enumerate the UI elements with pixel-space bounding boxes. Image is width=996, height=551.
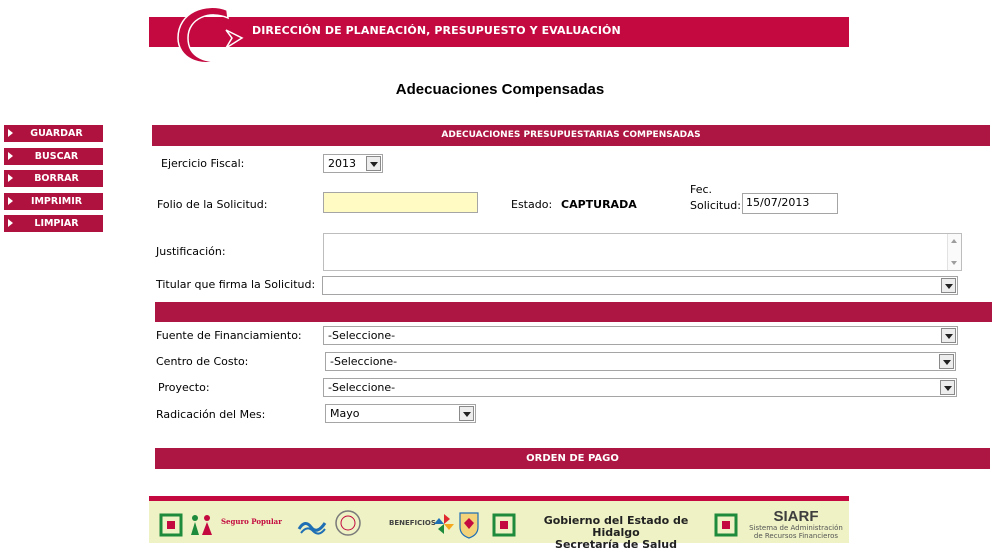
section-divider xyxy=(155,302,992,322)
folio-label: Folio de la Solicitud: xyxy=(157,198,268,211)
scroll-up-icon xyxy=(951,239,957,243)
justificacion-label: Justificación: xyxy=(156,245,226,258)
arrow-right-icon xyxy=(8,174,13,182)
section-header-orden-pago: ORDEN DE PAGO xyxy=(155,448,990,469)
footer-banner xyxy=(149,496,849,551)
arrow-right-icon xyxy=(8,152,13,160)
radicacion-label: Radicación del Mes: xyxy=(156,408,266,421)
pinwheel-icon xyxy=(433,513,455,535)
hidalgo-emblem-icon xyxy=(714,513,738,537)
gobierno-line2: Secretaría de Salud xyxy=(555,538,677,551)
section-header-adecuaciones: ADECUACIONES PRESUPUESTARIAS COMPENSADAS xyxy=(152,125,990,146)
buscar-button[interactable]: BUSCAR xyxy=(4,148,103,165)
logo-icon xyxy=(172,4,252,68)
radicacion-select[interactable]: Mayo xyxy=(325,404,476,423)
seguro-popular-logo: Seguro Popular xyxy=(221,517,282,526)
chevron-down-icon xyxy=(940,380,955,395)
estado-value: CAPTURADA xyxy=(561,198,637,211)
ejercicio-label: Ejercicio Fiscal: xyxy=(161,157,245,170)
hidalgo-emblem-icon xyxy=(492,513,516,537)
estado-label: Estado: xyxy=(511,198,553,211)
scroll-down-icon xyxy=(951,261,957,265)
fecha-label-line1: Fec. xyxy=(690,183,713,196)
guardar-button[interactable]: GUARDAR xyxy=(4,125,103,142)
seal-icon xyxy=(334,509,362,539)
siarf-line1: Sistema de Administración xyxy=(749,524,843,532)
gobierno-line1: Gobierno del Estado de Hidalgo xyxy=(543,514,689,539)
gobierno-text xyxy=(522,515,710,551)
arrow-right-icon xyxy=(8,219,13,227)
people-icon xyxy=(189,513,215,537)
centro-costo-label: Centro de Costo: xyxy=(156,355,249,368)
shield-icon xyxy=(458,511,480,539)
chevron-down-icon xyxy=(941,328,956,343)
fecha-solicitud-input[interactable]: 15/07/2013 xyxy=(742,193,838,214)
hidalgo-emblem-icon xyxy=(159,513,183,537)
titular-select[interactable] xyxy=(322,276,958,295)
beneficios-logo: BENEFICIOS xyxy=(389,519,436,527)
textarea-scrollbar[interactable] xyxy=(947,234,961,270)
justificacion-textarea[interactable] xyxy=(323,233,962,271)
siarf-logo xyxy=(743,509,849,540)
centro-costo-select[interactable]: -Seleccione- xyxy=(325,352,956,371)
folio-input[interactable] xyxy=(323,192,478,213)
chevron-down-icon xyxy=(459,406,474,421)
arrow-right-icon xyxy=(8,129,13,137)
action-menu xyxy=(4,125,103,238)
arrow-right-icon xyxy=(8,197,13,205)
ejercicio-select[interactable]: 2013 xyxy=(323,154,383,173)
limpiar-button[interactable]: LIMPIAR xyxy=(4,215,103,232)
proyecto-label: Proyecto: xyxy=(158,381,210,394)
titular-label: Titular que firma la Solicitud: xyxy=(156,278,316,291)
proyecto-select[interactable]: -Seleccione- xyxy=(323,378,957,397)
chevron-down-icon xyxy=(939,354,954,369)
waves-icon xyxy=(297,513,327,535)
header-title: DIRECCIÓN DE PLANEACIÓN, PRESUPUESTO Y EVALUACIÓN xyxy=(252,24,621,37)
imprimir-button[interactable]: IMPRIMIR xyxy=(4,193,103,210)
fecha-label-line2: Solicitud: xyxy=(690,199,741,212)
siarf-line2: de Recursos Financieros xyxy=(753,532,839,540)
borrar-button[interactable]: BORRAR xyxy=(4,170,103,187)
page-title: Adecuaciones Compensadas xyxy=(395,81,605,98)
chevron-down-icon xyxy=(941,278,956,293)
fuente-select[interactable]: -Seleccione- xyxy=(323,326,958,345)
chevron-down-icon xyxy=(366,156,381,171)
fuente-label: Fuente de Financiamiento: xyxy=(156,329,302,342)
siarf-title: SIARF xyxy=(773,508,819,525)
